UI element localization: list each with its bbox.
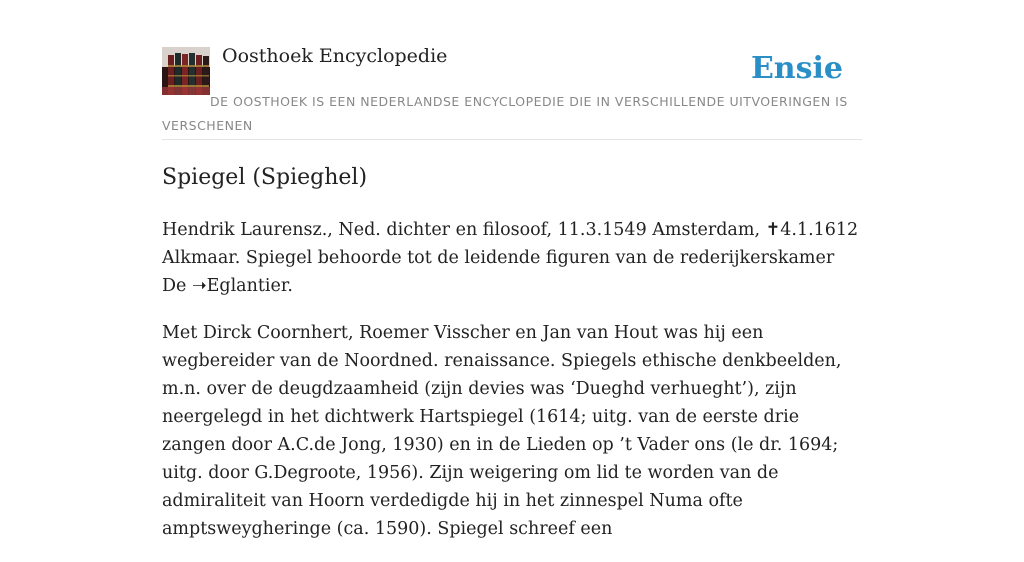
header-divider	[162, 139, 862, 140]
article-paragraph: Met Dirck Coornhert, Roemer Visscher en Jan van Hout was hij een wegbereider van de Noordned. renaissance. Spiegels ethische denkbeelden, m.n. over de deugdzaamheid (zijn devies was ‘Dueghd verhueght’), zijn neergelegd in het dichtwerk Hartspiegel (1614; uitg. van de eerste drie zangen door A.C.de Jong, 1930) en in de Lieden op ’t Vader ons (le dr. 1694; uitg. door G.Degroote, 1956). Zijn weigering om lid te worden van de admiraliteit van Hoorn verdedigde hij in het zinnespel Numa ofte amptsweygheringe (ca. 1590). Spiegel schreef een	[162, 323, 842, 539]
article-paragraph: Hendrik Laurensz., Ned. dichter en filosoof, 11.3.1549 Amsterdam, ✝4.1.1612 Alkmaar. Spiegel behoorde tot de leidende figuren van de rederijkerskamer De ➝Eglantier.	[162, 220, 859, 296]
ensie-logo-link[interactable]: Ensie	[750, 51, 843, 86]
article-body	[162, 216, 862, 562]
books-icon	[162, 47, 210, 95]
source-avatar[interactable]	[162, 47, 210, 95]
source-tagline: DE OOSTHOEK IS EEN NEDERLANDSE ENCYCLOPEDIE DIE IN VERSCHILLENDE UITVOERINGEN IS VERSCHENEN	[162, 94, 848, 133]
article-title: Spiegel (Spieghel)	[162, 165, 368, 190]
source-name-link[interactable]: Oosthoek Encyclopedie	[222, 45, 448, 67]
